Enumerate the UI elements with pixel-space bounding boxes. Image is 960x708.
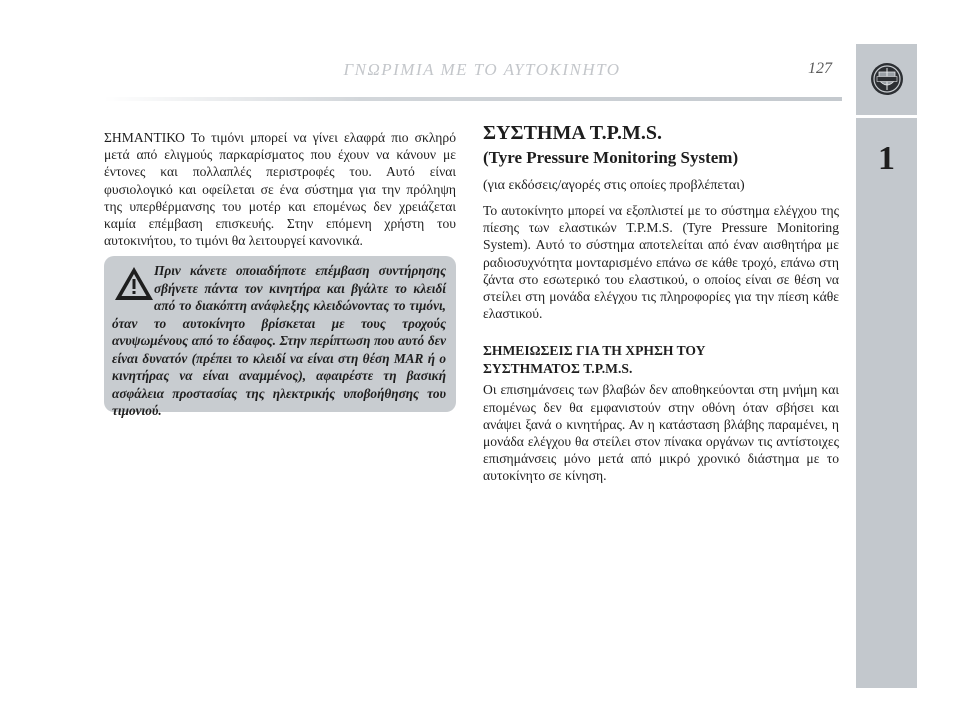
usage-notes-heading-line1: ΣΗΜΕΙΩΣΕΙΣ ΓΙΑ ΤΗ ΧΡΗΣΗ ΤΟΥ <box>483 343 706 359</box>
steering-note-paragraph: ΣΗΜΑΝΤΙΚΟ Το τιμόνι μπορεί να γίνει ελαφρά πιο σκληρό μετά από ελιγμούς παρκαρίσματος που έχουν να κάνουν με έντονες και πολλαπλές περιστροφές του. Αυτό είναι φυσιολογικό και οφείλεται σε ένα σύστημα για την πρόληψη της υπερθέρμανσης του μοτέρ και επομένως δεν χρειάζεται καμία επέμβαση επισκευής. Στην επόμενη χρήστη του αυτοκινήτου, το τιμόνι θα λειτουργεί κανονικά. <box>104 130 456 249</box>
tpms-intro-paragraph: Το αυτοκίνητο μπορεί να εξοπλιστεί με το σύστημα ελέγχου της πίεσης των ελαστικών T.P.M.S. (Tyre Pressure Monitoring System). Αυτό το σύστημα αποτελείται από έναν αισθητήρα με ραδιοσυχνότητα μονταρισμένο επάνω σε κάθε τροχό, επάνω στη ζάντα στο εσωτερικό του ελαστικού, ο οποίος είναι σε θέση να στείλει στη μονάδα ελέγχου τις πληροφορίες για την πίεση κάθε ελαστικού. <box>483 203 839 322</box>
usage-notes-heading <box>483 342 839 377</box>
section-title: ΣΥΣΤΗΜΑ T.P.M.S. <box>483 122 662 144</box>
usage-notes-paragraph: Οι επισημάνσεις των βλαβών δεν αποθηκεύονται στη μνήμη και επομένως δεν θα εμφανιστούν στην οθόνη όταν σβήσει και ανάψει ξανά ο κινητήρας. Αν η κατάσταση βλάβης παραμένει, η μονάδα ελέγχου θα στείλει στον πίνακα οργάνων τις αντίστοιχες επισημάνσεις μόνο μετά από μικρό χρονικό διάστημα με το αυτοκίνητο σε κίνηση. <box>483 382 839 484</box>
chapter-side-tab <box>856 44 917 688</box>
chapter-number: 1 <box>878 140 895 177</box>
header-rule <box>104 97 842 101</box>
lancia-logo-icon <box>870 62 904 96</box>
tpms-section <box>483 121 839 485</box>
warning-text-block <box>112 262 446 420</box>
warning-box <box>104 256 456 418</box>
tab-divider <box>856 115 917 118</box>
usage-notes-heading-line2: ΣΥΣΤΗΜΑΤΟΣ T.P.M.S. <box>483 360 633 376</box>
availability-note: (για εκδόσεις/αγορές στις οποίες προβλέπεται) <box>483 178 745 193</box>
running-header-title: ΓΝΩΡΙΜΙΑ ΜΕ ΤΟ ΑΥΤΟΚΙΝΗΤΟ <box>343 60 621 79</box>
page-number: 127 <box>808 60 832 77</box>
section-subtitle: (Tyre Pressure Monitoring System) <box>483 148 739 167</box>
warning-text: Πριν κάνετε οποιαδήποτε επέμβαση συντήρησης σβήνετε πάντα τον κινητήρα και βγάλτε το κλειδί από το διακόπτη ανάφλεξης κλειδώνοντας το τιμόνι, όταν το αυτοκίνητο βρίσκεται με τους τροχούς ανυψωμένους από το έδαφος. Στην περίπτωση που αυτό δεν είναι δυνατόν (πρέπει το κλειδί να είναι στη θέση MAR ή ο κινητήρας να είναι αναμμένος), αφαιρέστε τη βασική ασφάλεια προστασίας της ηλεκτρικής υποβοήθησης του τιμονιού. <box>112 263 446 418</box>
